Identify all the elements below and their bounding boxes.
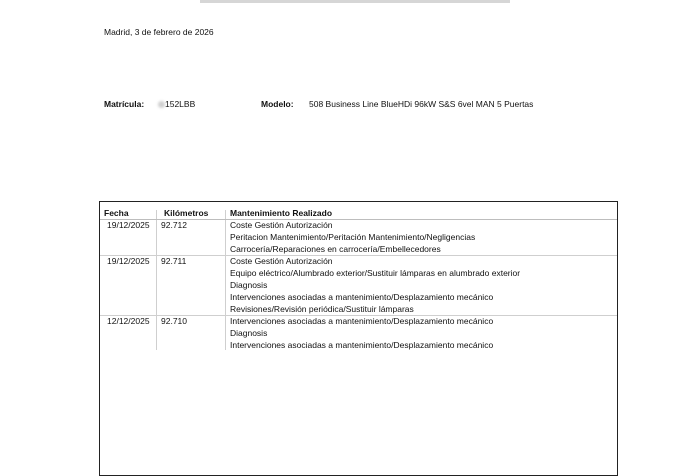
cropped-header-text xyxy=(200,0,510,3)
row-date: 19/12/2025 xyxy=(107,256,150,266)
row-item: Revisiones/Revisión periódica/Sustituir lámparas xyxy=(230,304,414,314)
row-item: Diagnosis xyxy=(230,328,268,338)
model-label: Modelo: xyxy=(261,99,294,109)
row-item: Intervenciones asociadas a mantenimiento/Desplazamiento mecánico xyxy=(230,292,494,302)
plate-value-wrap xyxy=(158,99,195,109)
header-km: Kilómetros xyxy=(164,208,209,218)
row-item: Equipo eléctrico/Alumbrado exterior/Sustituir lámparas en alumbrado exterior xyxy=(230,268,521,278)
maintenance-table xyxy=(99,201,618,476)
row-item: Carrocería/Reparaciones en carrocería/Embellecedores xyxy=(230,244,441,254)
row-item: Diagnosis xyxy=(230,280,268,290)
table-row xyxy=(100,219,617,256)
plate-field xyxy=(104,99,144,109)
table-row xyxy=(100,315,617,351)
document-date: Madrid, 3 de febrero de 2026 xyxy=(104,27,214,37)
plate-label: Matrícula: xyxy=(104,99,145,109)
row-km: 92.712 xyxy=(161,220,187,230)
table-row xyxy=(100,255,617,316)
row-date: 19/12/2025 xyxy=(107,220,150,230)
redacted-mark xyxy=(158,101,165,108)
row-item: Coste Gestión Autorización xyxy=(230,220,333,230)
row-km: 92.711 xyxy=(161,256,187,266)
row-item: Intervenciones asociadas a mantenimiento/Desplazamiento mecánico xyxy=(230,316,494,326)
header-work: Mantenimiento Realizado xyxy=(230,208,333,218)
row-km: 92.710 xyxy=(161,316,187,326)
header-date: Fecha xyxy=(104,208,129,218)
row-date: 12/12/2025 xyxy=(107,316,150,326)
plate-value: 152LBB xyxy=(165,99,196,109)
row-item: Intervenciones asociadas a mantenimiento/Desplazamiento mecánico xyxy=(230,340,494,350)
row-item: Coste Gestión Autorización xyxy=(230,256,333,266)
model-field xyxy=(261,99,294,109)
model-value: 508 Business Line BlueHDi 96kW S&S 6vel MAN 5 Puertas xyxy=(309,99,534,109)
row-item: Peritacion Mantenimiento/Peritación Mantenimiento/Negligencias xyxy=(230,232,476,242)
